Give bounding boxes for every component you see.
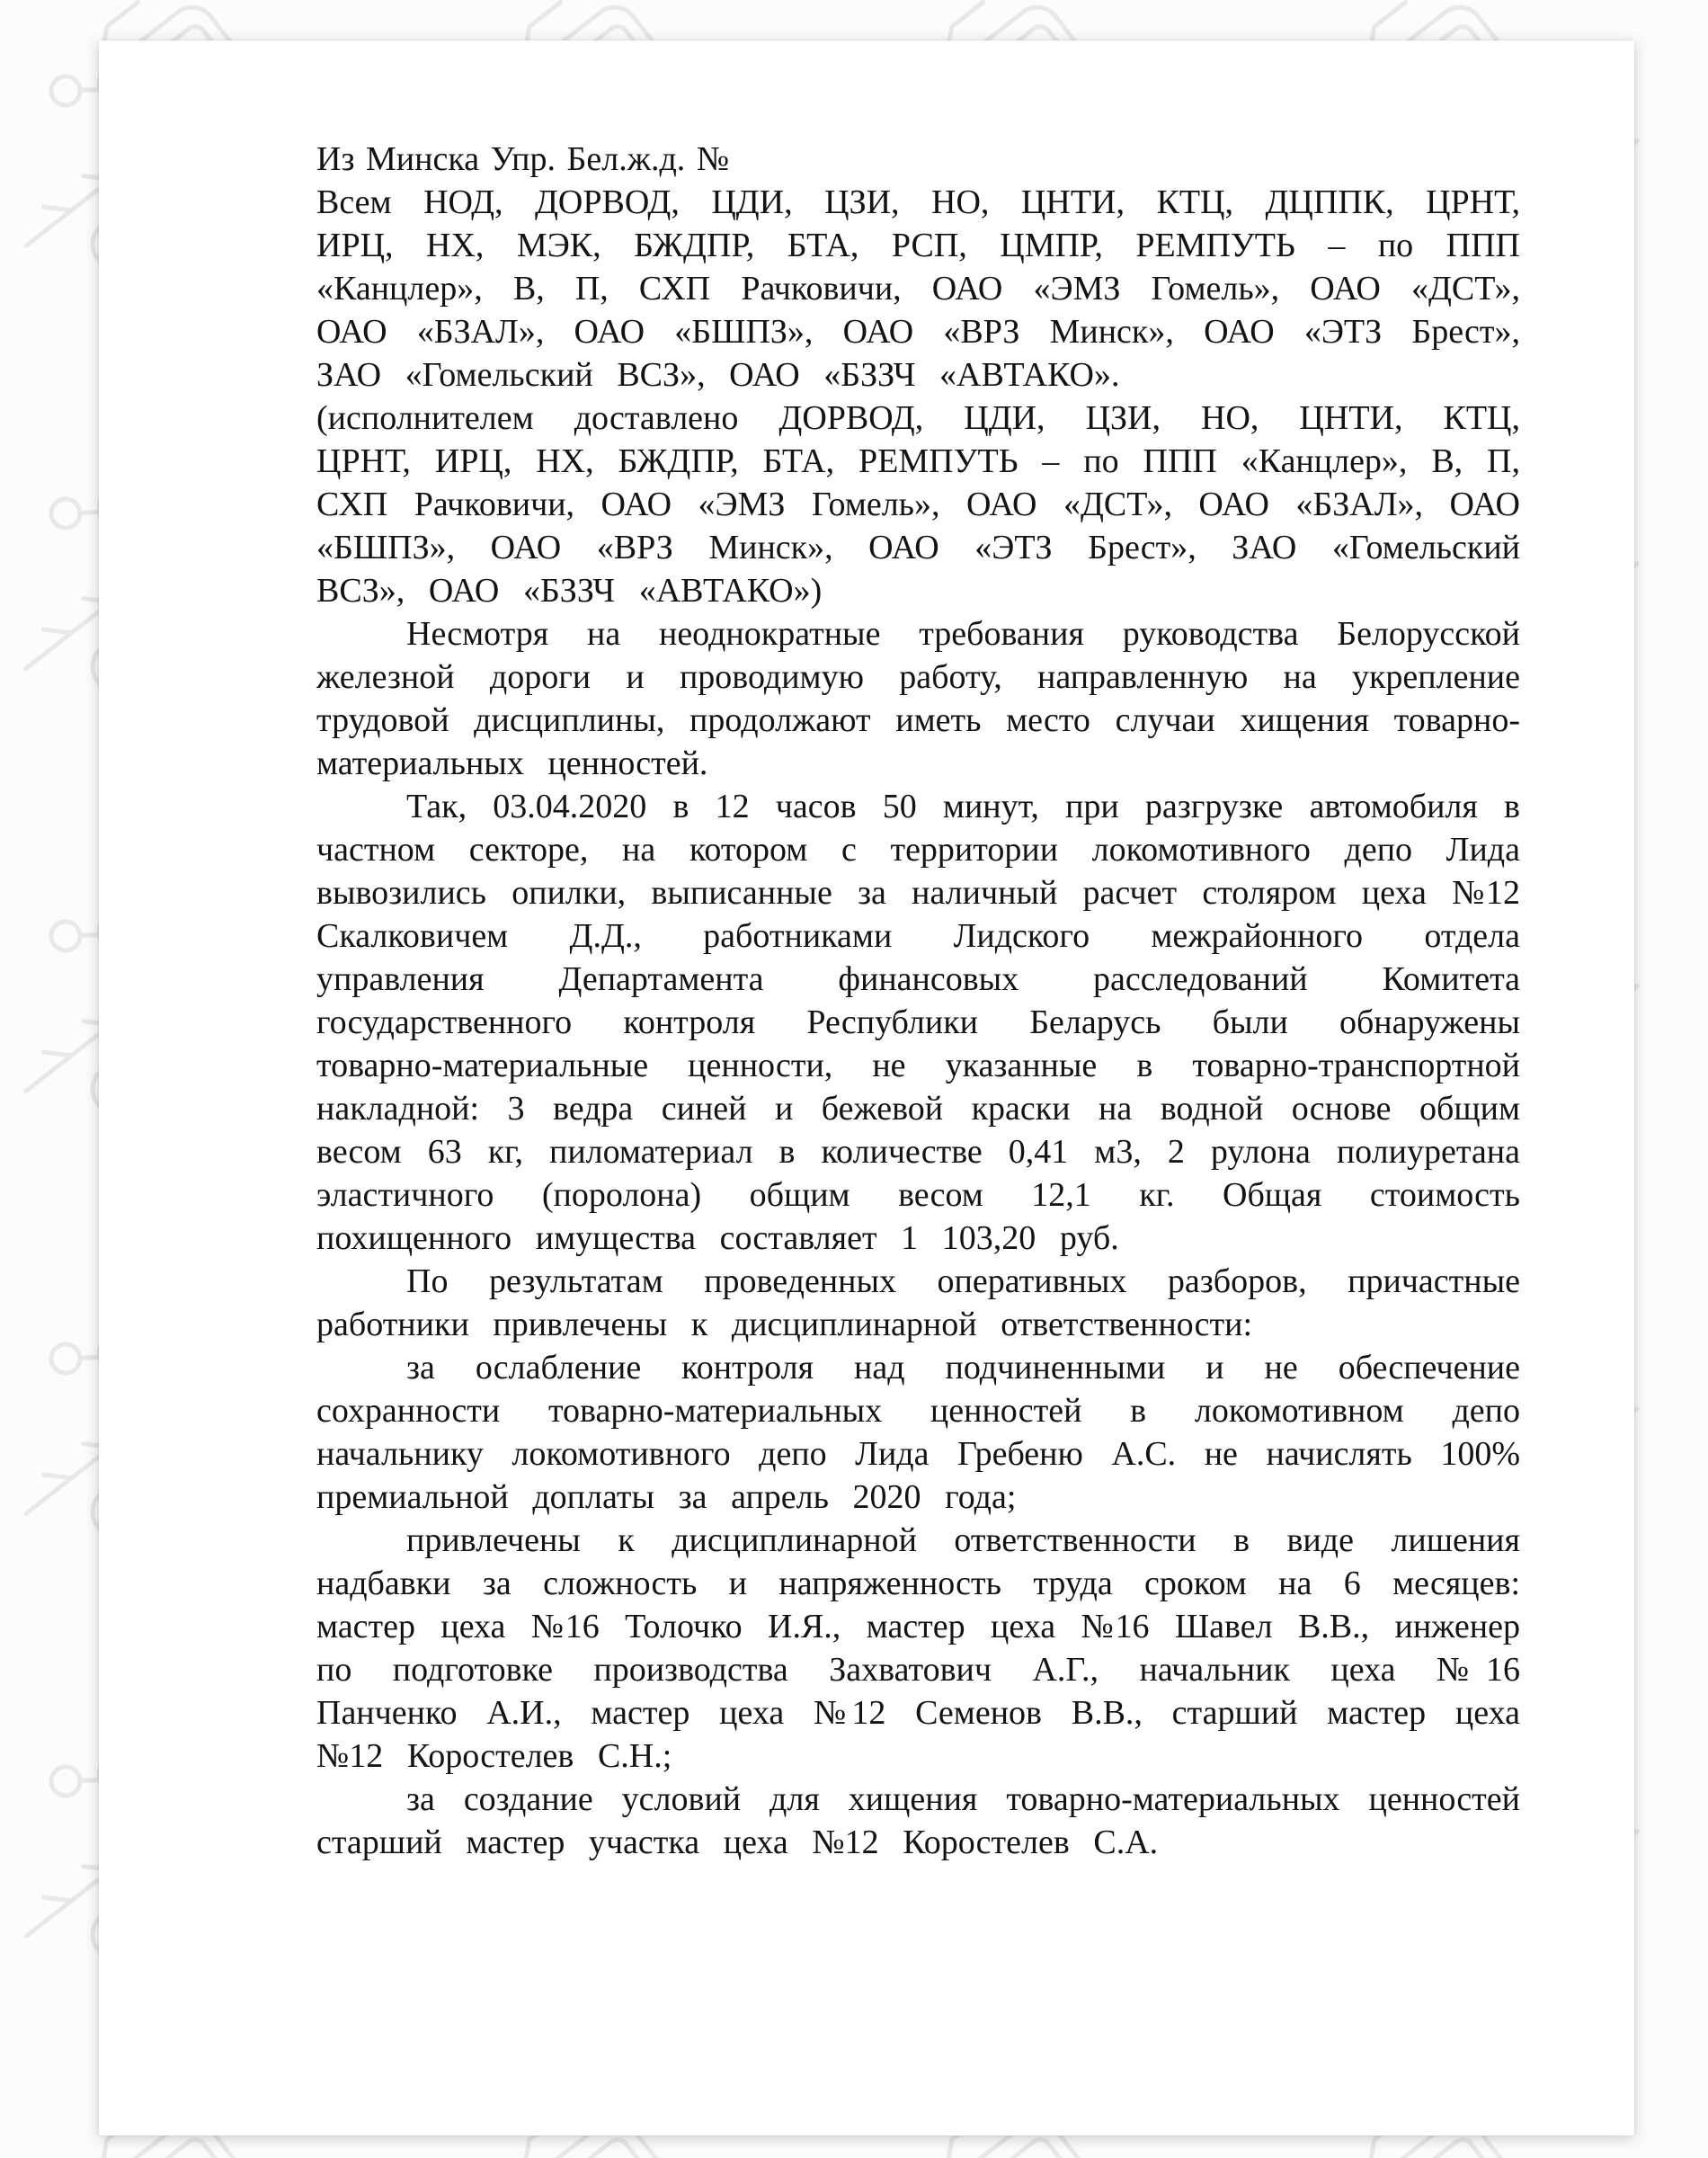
body-paragraph-penalty-depot-head: за ослабление контроля над подчиненными и не обеспечение сохранности товарно-материальных ценностей в локомотивном депо начальнику локомотивного депо Лида Гребеню А.С. не начислять 100% премиальной доплаты за апрель 2020 года; bbox=[316, 1349, 1520, 1516]
body-paragraph-penalty-korostelev: за создание условий для хищения товарно-материальных ценностей старший мастер участка цеха №12 Коростелев С.А. bbox=[316, 1780, 1520, 1861]
body-paragraph-penalty-masters: привлечены к дисциплинарной ответственности в виде лишения надбавки за сложность и напряженность труда сроком на 6 месяцев: мастер цеха №16 Толочко И.Я., мастер цеха №16 Шавел В.В., инженер по подготовке производства Захватович А.Г., начальник цеха №16 Панченко А.И., мастер цеха №12 Семенов В.В., старший мастер цеха №12 Коростелев С.Н.; bbox=[316, 1521, 1520, 1775]
document-origin-line: Из Минска Упр. Бел.ж.д. № bbox=[316, 140, 730, 178]
body-paragraph-results: По результатам проведенных оперативных разборов, причастные работники привлечены к дисциплинарной ответственности: bbox=[316, 1262, 1520, 1343]
addressees-paragraph: Всем НОД, ДОРВОД, ЦДИ, ЦЗИ, НО, ЦНТИ, КТЦ, ДЦППК, ЦРНТ, ИРЦ, НХ, МЭК, БЖДПР, БТА, РСП, ЦМПР, РЕМПУТЬ – по ППП «Канцлер», В, П, СХП Рачковичи, ОАО «ЭМЗ Гомель», ОАО «ДСТ», ОАО «БЗАЛ», ОАО «БШПЗ», ОАО «ВРЗ Минск», ОАО «ЭТЗ Брест», ЗАО «Гомельский ВСЗ», ОАО «БЗЗЧ «АВТАКО». bbox=[316, 183, 1520, 394]
body-paragraph-intro: Несмотря на неоднократные требования руководства Белорусской железной дороги и проводимую работу, направленную на укрепление трудовой дисциплины, продолжают иметь место случаи хищения товарно-материальных ценностей. bbox=[316, 615, 1520, 782]
body-paragraph-incident: Так, 03.04.2020 в 12 часов 50 минут, при разгрузке автомобиля в частном секторе, на котором с территории локомотивного депо Лида вывозились опилки, выписанные за наличный расчет столяром цеха №12 Скалковичем Д.Д., работниками Лидского межрайонного отдела управления Департамента финансовых расследований Комитета государственного контроля Республики Беларусь были обнаружены товарно-материальные ценности, не указанные в товарно-транспортной накладной: 3 ведра синей и бежевой краски на водной основе общим весом 63 кг, пиломатериал в количестве 0,41 м3, 2 рулона полиуретана эластичного (поролона) общим весом 12,1 кг. Общая стоимость похищенного имущества составляет 1 103,20 руб. bbox=[316, 788, 1520, 1257]
document-text bbox=[316, 138, 1520, 1864]
document-page bbox=[99, 40, 1634, 2136]
delivery-note-paragraph: (исполнителем доставлено ДОРВОД, ЦДИ, ЦЗИ, НО, ЦНТИ, КТЦ, ЦРНТ, ИРЦ, НХ, БЖДПР, БТА, РЕМПУТЬ – по ППП «Канцлер», В, П, СХП Рачковичи, ОАО «ЭМЗ Гомель», ОАО «ДСТ», ОАО «БЗАЛ», ОАО «БШПЗ», ОАО «ВРЗ Минск», ОАО «ЭТЗ Брест», ЗАО «Гомельский ВСЗ», ОАО «БЗЗЧ «АВТАКО») bbox=[316, 399, 1520, 610]
